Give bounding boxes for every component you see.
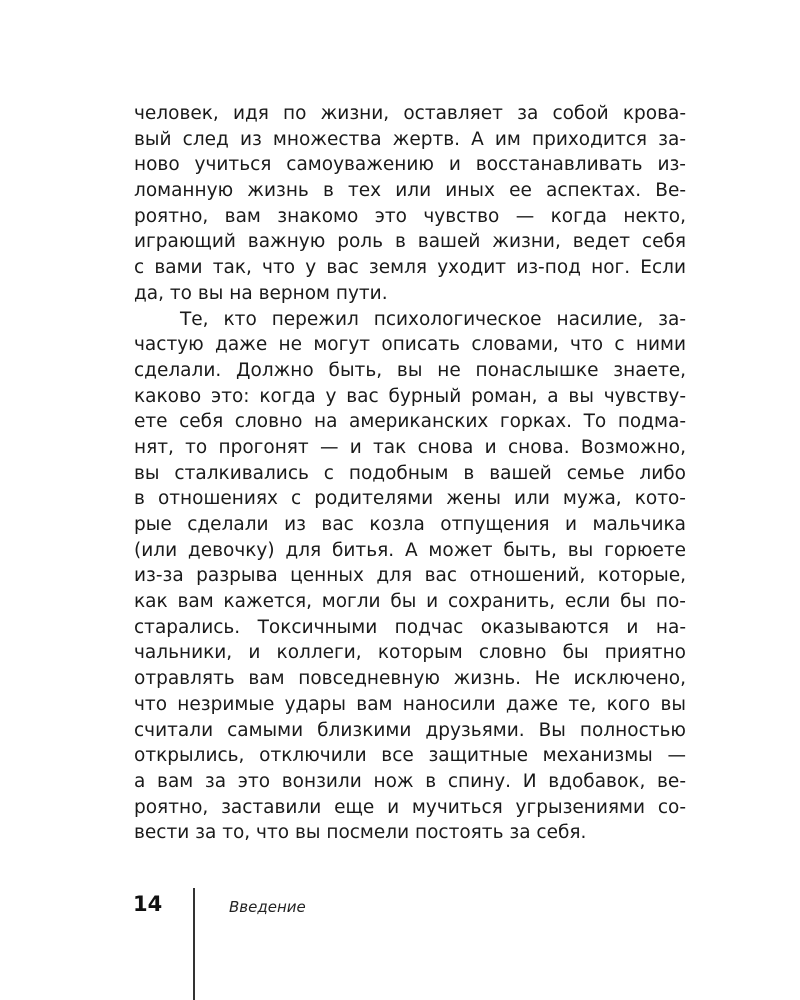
text-line-paragraph-end: да, то вы на верном пути. bbox=[134, 282, 388, 304]
text-line-paragraph-start: Те, кто пережил психологическое насилие, за- bbox=[180, 308, 686, 330]
text-line: вый след из множества жертв. А им приходится за- bbox=[134, 128, 686, 150]
text-line: что незримые удары вам наносили даже те, кого вы bbox=[134, 693, 686, 715]
text-line-paragraph-end: вести за то, что вы посмели постоять за себя. bbox=[134, 822, 587, 844]
text-line: открылись, отключили все защитные механизмы — bbox=[134, 745, 686, 767]
text-line: роятно, заставили еще и мучиться угрызениями со- bbox=[134, 796, 686, 818]
text-line: ете себя словно на американских горках. То подма- bbox=[134, 411, 686, 433]
text-line: сделали. Должно быть, вы не понаслышке знаете, bbox=[134, 359, 686, 381]
text-line: ново учиться самоуважению и восстанавливать из- bbox=[134, 154, 686, 176]
text-line: частую даже не могут описать словами, что с ними bbox=[134, 334, 686, 356]
text-line: считали самыми близкими друзьями. Вы полностью bbox=[134, 719, 686, 741]
text-line: роятно, вам знакомо это чувство — когда некто, bbox=[134, 205, 686, 227]
text-line: нят, то прогонят — и так снова и снова. Возможно, bbox=[134, 436, 686, 458]
text-line: а вам за это вонзили нож в спину. И вдобавок, ве- bbox=[134, 770, 686, 792]
text-line: играющий важную роль в вашей жизни, ведет себя bbox=[134, 231, 686, 253]
text-line: с вами так, что у вас земля уходит из-под ног. Если bbox=[134, 257, 686, 279]
body-text bbox=[134, 101, 686, 846]
text-line: старались. Токсичными подчас оказываются и на- bbox=[134, 616, 686, 638]
text-line: рые сделали из вас козла отпущения и мальчика bbox=[134, 514, 686, 535]
footer-divider bbox=[193, 888, 195, 1000]
text-line: чальники, и коллеги, которым словно бы приятно bbox=[134, 642, 686, 664]
text-line: ломанную жизнь в тех или иных ее аспектах. Ве- bbox=[134, 180, 686, 202]
text-line: каково это: когда у вас бурный роман, а вы чувству- bbox=[134, 385, 686, 407]
text-line: вы сталкивались с подобным в вашей семье либо bbox=[134, 462, 686, 484]
text-line: отравлять вам повседневную жизнь. Не исключено, bbox=[134, 668, 686, 690]
running-section-title: Введение bbox=[229, 898, 306, 916]
page-number: 14 bbox=[133, 892, 163, 916]
text-line: как вам кажется, могли бы и сохранить, если бы по- bbox=[134, 591, 686, 613]
text-line: человек, идя по жизни, оставляет за собой крова- bbox=[134, 103, 686, 124]
text-line: в отношениях с родителями жены или мужа, кото- bbox=[134, 488, 686, 510]
text-line: (или девочку) для битья. А может быть, вы горюете bbox=[134, 539, 686, 561]
text-line: из-за разрыва ценных для вас отношений, которые, bbox=[134, 565, 686, 587]
